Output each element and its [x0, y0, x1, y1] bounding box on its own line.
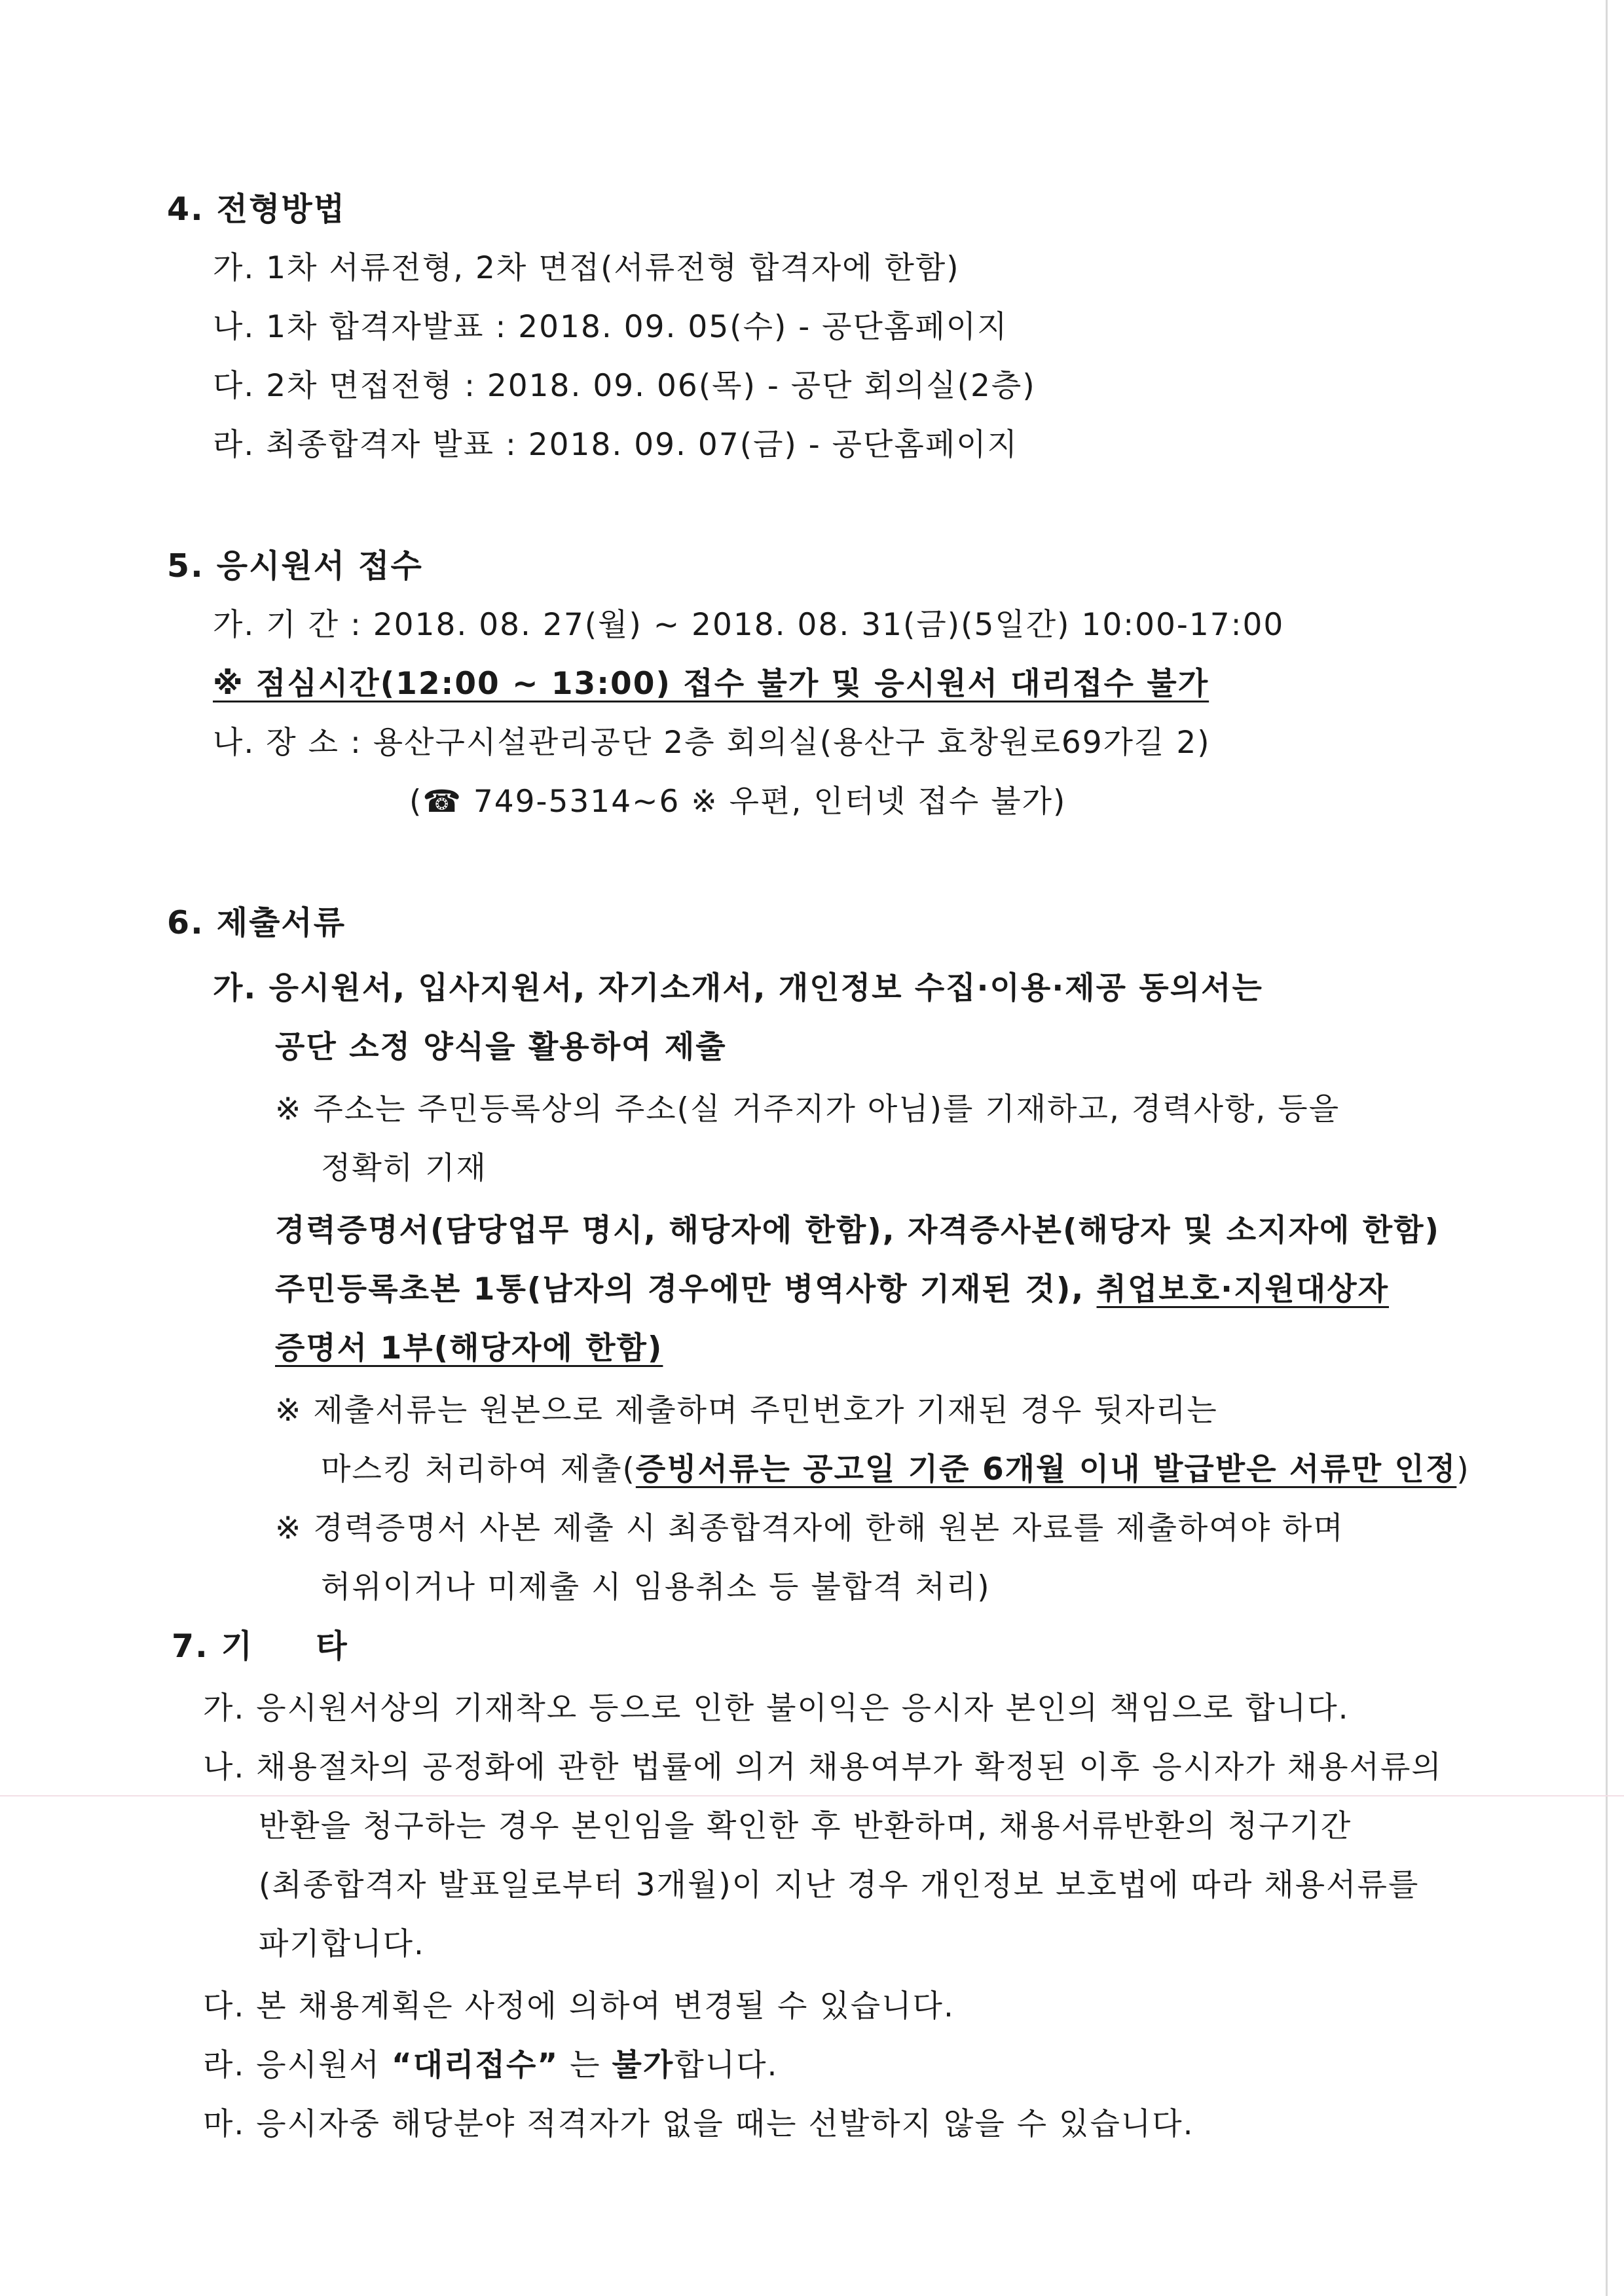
section-7-item-d-proxy: “대리접수”	[391, 2047, 559, 2083]
section-6-note-3-line2: 허위이거나 미제출 시 임용취소 등 불합격 처리)	[321, 1569, 991, 1605]
section-6-note-2-close: )	[1456, 1451, 1470, 1487]
section-6-heading: 6. 제출서류	[167, 904, 346, 941]
section-6-note-2-line1: ※ 제출서류는 원본으로 제출하며 주민번호가 기재된 경우 뒷자리는	[275, 1393, 1218, 1429]
section-6-note-2-underlined: 증빙서류는 공고일 기준 6개월 이내 발급받은 서류만 인정	[635, 1451, 1457, 1487]
section-5-item-a: 가. 기 간 : 2018. 08. 27(월) ~ 2018. 08. 31(금)(5일간) 10:00-17:00	[213, 607, 1285, 643]
section-7-item-e: 마. 응시자중 해당분야 적격자가 없을 때는 선발하지 않을 수 있습니다.	[203, 2106, 1194, 2142]
section-7-item-b-line4: 파기합니다.	[259, 1926, 425, 1962]
section-6-note-2-text: 마스킹 처리하여 제출(	[321, 1451, 636, 1487]
section-6-item-a-line1: 가. 응시원서, 입사지원서, 자기소개서, 개인정보 수집·이용·제공 동의서는	[213, 970, 1263, 1006]
section-7-item-a: 가. 응시원서상의 기재착오 등으로 인한 불이익은 응시자 본인의 책임으로 합니다.	[203, 1690, 1350, 1726]
section-5-item-b-contact: (☎ 749-5314~6 ※ 우편, 인터넷 접수 불가)	[409, 784, 1067, 820]
section-7-item-d-mid: 는	[559, 2047, 612, 2083]
section-7-item-b-line2: 반환을 청구하는 경우 본인임을 확인한 후 반환하며, 채용서류반환의 청구기간	[259, 1808, 1352, 1844]
section-4-item-c: 다. 2차 면접전형 : 2018. 09. 06(목) - 공단 회의실(2층)	[213, 368, 1036, 404]
section-7-heading: 7. 기 타	[172, 1628, 348, 1665]
section-4-item-b: 나. 1차 합격자발표 : 2018. 09. 05(수) - 공단홈페이지	[213, 309, 1008, 345]
section-4-heading: 4. 전형방법	[167, 191, 346, 228]
section-7-item-b-line3: (최종합격자 발표일로부터 3개월)이 지난 경우 개인정보 보호법에 따라 채용서류를	[259, 1867, 1420, 1903]
section-4-item-a: 가. 1차 서류전형, 2차 면접(서류전형 합격자에 한함)	[213, 250, 960, 286]
section-6-note-2-line2	[321, 1450, 1470, 1489]
section-7-item-d-not-allowed: 불가	[612, 2047, 674, 2083]
scan-artifact-line	[0, 1795, 1624, 1796]
section-6-note-3-line1: ※ 경력증명서 사본 제출 시 최종합격자에 한해 원본 자료를 제출하여야 하며	[275, 1510, 1344, 1546]
section-7-item-d-prefix: 라. 응시원서	[203, 2047, 392, 2083]
section-5-heading: 5. 응시원서 접수	[167, 547, 423, 585]
section-5-item-b: 나. 장 소 : 용산구시설관리공단 2층 회의실(용산구 효창원로69가길 2)	[213, 725, 1211, 761]
section-6-docs-line2-underlined: 취업보호·지원대상자	[1096, 1271, 1390, 1307]
section-5-lunch-note: ※ 점심시간(12:00 ~ 13:00) 접수 불가 및 응시원서 대리접수 불가	[213, 666, 1209, 702]
section-6-docs-line2	[275, 1270, 1389, 1309]
section-7-item-c: 다. 본 채용계획은 사정에 의하여 변경될 수 있습니다.	[203, 1988, 955, 2024]
section-4-item-d: 라. 최종합격자 발표 : 2018. 09. 07(금) - 공단홈페이지	[213, 427, 1019, 463]
section-6-note-1-line2: 정확히 기재	[321, 1150, 487, 1186]
section-7-item-b-line1: 나. 채용절차의 공정화에 관한 법률에 의거 채용여부가 확정된 이후 응시자가 채용서류의	[203, 1749, 1443, 1785]
section-6-docs-line2-text: 주민등록초본 1통(남자의 경우에만 병역사항 기재된 것),	[275, 1271, 1097, 1307]
section-6-docs-line1: 경력증명서(담당업무 명시, 해당자에 한함), 자격증사본(해당자 및 소지자에 한함)	[275, 1212, 1441, 1248]
section-6-item-a-line2: 공단 소정 양식을 활용하여 제출	[275, 1029, 727, 1065]
section-6-docs-line3: 증명서 1부(해당자에 한함)	[275, 1330, 663, 1366]
section-7-item-d	[203, 2046, 779, 2085]
section-7-item-d-suffix: 합니다.	[674, 2047, 779, 2083]
section-6-note-1-line1: ※ 주소는 주민등록상의 주소(실 거주지가 아님)를 기재하고, 경력사항, 등을	[275, 1091, 1340, 1127]
page-edge-line	[1606, 0, 1608, 2296]
